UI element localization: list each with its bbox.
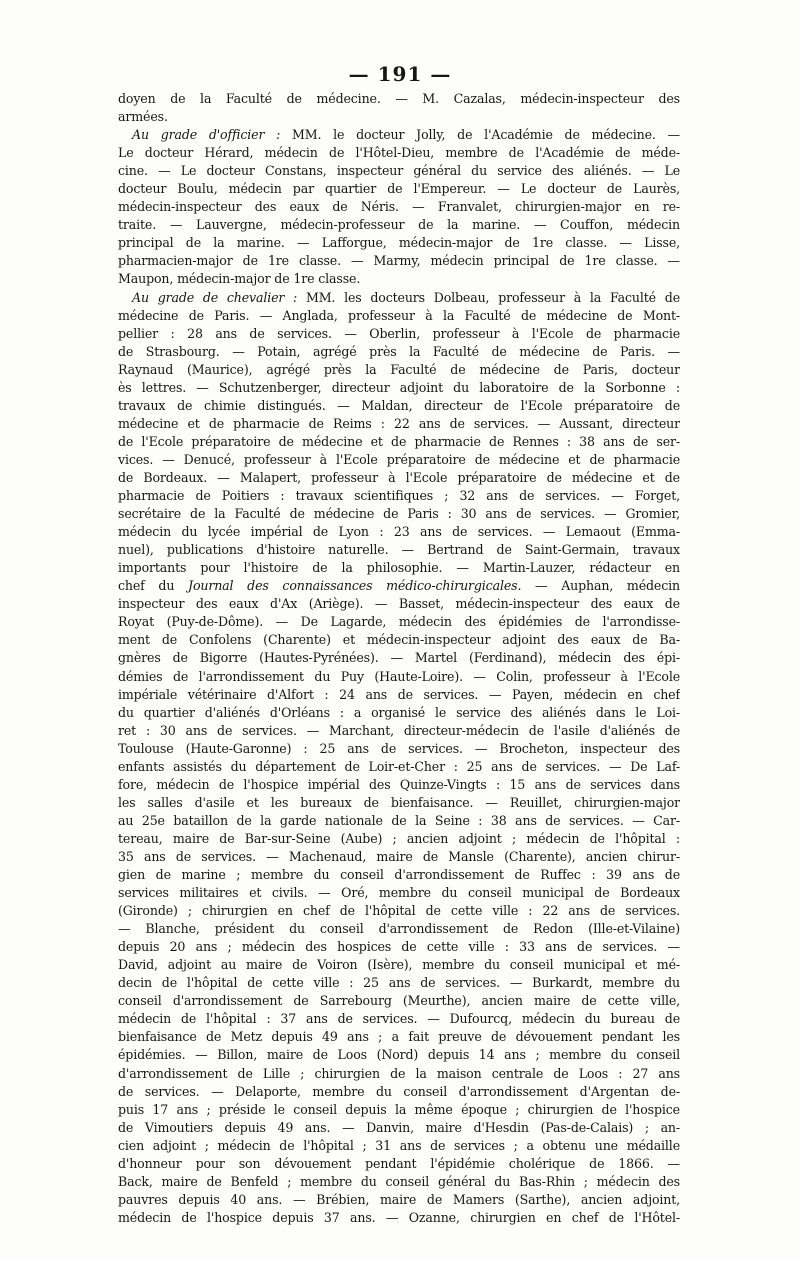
text-line: Raynaud (Maurice), agrégé près la Faculté de médecine de Paris, docteur	[118, 361, 680, 377]
text-line: fore, médecin de l'hospice impérial des Quinze-Vingts : 15 ans de services dans	[118, 776, 680, 792]
text-line: inspecteur des eaux d'Ax (Ariège). — Basset, médecin-inspecteur des eaux de	[118, 596, 680, 612]
text-line: principal de la marine. — Lafforgue, médecin-major de 1re classe. — Lisse,	[118, 235, 680, 251]
text-line	[118, 289, 680, 307]
text-line: les salles d'asile et les bureaux de bienfaisance. — Reuillet, chirurgien-major	[118, 794, 680, 810]
text-line: docteur Boulu, médecin par quartier de l'Empereur. — Le docteur de Laurès,	[118, 181, 680, 197]
text-line: Back, maire de Benfeld ; membre du conseil général du Bas-Rhin ; médecin des	[118, 1173, 680, 1189]
text-line	[118, 126, 680, 144]
text-line: David, adjoint au maire de Voiron (Isère), membre du conseil municipal et mé-	[118, 957, 680, 973]
text-line: épidémies. — Billon, maire de Loos (Nord) depuis 14 ans ; membre du conseil	[118, 1047, 680, 1063]
text-line: traite. — Lauvergne, médecin-professeur de la marine. — Couffon, médecin	[118, 217, 680, 233]
text-line: nuel), publications d'histoire naturelle. — Bertrand de Saint-Germain, travaux	[118, 542, 680, 558]
text-line: enfants assistés du département de Loir-et-Cher : 25 ans de services. — De Laf-	[118, 758, 680, 774]
text-line: bienfaisance de Metz depuis 49 ans ; a fait preuve de dévouement pendant les	[118, 1029, 680, 1045]
text-line: du quartier d'aliénés d'Orléans : a organisé le service des aliénés dans le Loi-	[118, 704, 680, 720]
text-line: armées.	[118, 109, 168, 125]
text-line: au 25e bataillon de la garde nationale de la Seine : 38 ans de services. — Car-	[118, 812, 680, 828]
text-line: tereau, maire de Bar-sur-Seine (Aube) ; ancien adjoint ; médecin de l'hôpital :	[118, 830, 680, 846]
text-line: decin de l'hôpital de cette ville : 25 ans de services. — Burkardt, membre du	[118, 975, 680, 991]
text-line: de Vimoutiers depuis 49 ans. — Danvin, maire d'Hesdin (Pas-de-Calais) ; an-	[118, 1119, 680, 1135]
text-line: de l'Ecole préparatoire de médecine et de pharmacie de Rennes : 38 ans de ser-	[118, 433, 680, 449]
text-line-rest: — Auphan, médecin	[521, 578, 680, 594]
text-line: cien adjoint ; médecin de l'hôpital ; 31 ans de services ; a obtenu une médaille	[118, 1137, 680, 1153]
page-number: — 191 —	[348, 62, 452, 86]
text-line: d'arrondissement de Lille ; chirurgien de la maison centrale de Loos : 27 ans	[118, 1065, 680, 1081]
text-line: médecine de Paris. — Anglada, professeur à la Faculté de médecine de Mont-	[118, 307, 680, 323]
text-line-rest: MM. les docteurs Dolbeau, professeur à la Faculté de	[297, 289, 680, 305]
text-line: cine. — Le docteur Constans, inspecteur général du service des aliénés. — Le	[118, 163, 680, 179]
text-line: Toulouse (Haute-Garonne) : 25 ans de services. — Brocheton, inspecteur des	[118, 740, 680, 756]
italic-phrase: Au grade de chevalier :	[132, 289, 298, 305]
text-line: médecin-inspecteur des eaux de Néris. — Franvalet, chirurgien-major en re-	[118, 199, 680, 215]
text-line: Maupon, médecin-major de 1re classe.	[118, 271, 361, 287]
text-line: gnères de Bigorre (Hautes-Pyrénées). — Martel (Ferdinand), médecin des épi-	[118, 650, 680, 666]
text-line: pharmacie de Poitiers : travaux scientifiques ; 32 ans de services. — Forget,	[118, 488, 680, 504]
text-line: médecin du lycée impérial de Lyon : 23 ans de services. — Lemaout (Emma-	[118, 524, 680, 540]
text-line: Royat (Puy-de-Dôme). — De Lagarde, médecin des épidémies de l'arrondisse-	[118, 614, 680, 630]
italic-phrase: Au grade d'officier :	[132, 127, 281, 143]
text-line: pauvres depuis 40 ans. — Brébien, maire de Mamers (Sarthe), ancien adjoint,	[118, 1191, 680, 1207]
text-line: depuis 20 ans ; médecin des hospices de cette ville : 33 ans de services. —	[118, 939, 680, 955]
text-line: pharmacien-major de 1re classe. — Marmy, médecin principal de 1re classe. —	[118, 253, 680, 269]
text-line: médecin de l'hospice depuis 37 ans. — Ozanne, chirurgien en chef de l'Hôtel-	[118, 1209, 680, 1225]
text-line: ment de Confolens (Charente) et médecin-inspecteur adjoint des eaux de Ba-	[118, 632, 680, 648]
text-line: travaux de chimie distingués. — Maldan, directeur de l'Ecole préparatoire de	[118, 397, 680, 413]
text-line: pellier : 28 ans de services. — Oberlin, professeur à l'Ecole de pharmacie	[118, 325, 680, 341]
text-line: (Gironde) ; chirurgien en chef de l'hôpital de cette ville : 22 ans de services.	[118, 903, 680, 919]
body-text	[118, 90, 680, 1227]
text-line	[118, 577, 680, 595]
text-line: Le docteur Hérard, médecin de l'Hôtel-Dieu, membre de l'Académie de méde-	[118, 145, 680, 161]
text-line: de Bordeaux. — Malapert, professeur à l'Ecole préparatoire de médecine et de	[118, 469, 680, 485]
text-line: puis 17 ans ; préside le conseil depuis la même époque ; chirurgien de l'hospice	[118, 1101, 680, 1117]
text-line: démies de l'arrondissement du Puy (Haute-Loire). — Colin, professeur à l'Ecole	[118, 668, 680, 684]
text-line: secrétaire de la Faculté de médecine de Paris : 30 ans de services. — Gromier,	[118, 506, 680, 522]
text-line: doyen de la Faculté de médecine. — M. Cazalas, médecin-inspecteur des	[118, 91, 680, 106]
text-line: ès lettres. — Schutzenberger, directeur adjoint du laboratoire de la Sorbonne :	[118, 379, 680, 395]
text-line: médecine et de pharmacie de Reims : 22 ans de services. — Aussant, directeur	[118, 415, 680, 431]
text-line: d'honneur pour son dévouement pendant l'épidémie cholérique de 1866. —	[118, 1155, 680, 1171]
text-line: services militaires et civils. — Oré, membre du conseil municipal de Bordeaux	[118, 885, 680, 901]
text-line: importants pour l'histoire de la philosophie. — Martin-Lauzer, rédacteur en	[118, 560, 680, 576]
text-line: de Strasbourg. — Potain, agrégé près la Faculté de médecine de Paris. —	[118, 343, 680, 359]
text-line: gien de marine ; membre du conseil d'arrondissement de Ruffec : 39 ans de	[118, 867, 680, 883]
text-line: impériale vétérinaire d'Alfort : 24 ans de services. — Payen, médecin en chef	[118, 686, 680, 702]
text-line: ret : 30 ans de services. — Marchant, directeur-médecin de l'asile d'aliénés de	[118, 722, 680, 738]
text-line: conseil d'arrondissement de Sarrebourg (Meurthe), ancien maire de cette ville,	[118, 993, 680, 1009]
text-line: vices. — Denucé, professeur à l'Ecole préparatoire de médecine et de pharmacie	[118, 451, 680, 467]
text-line: de services. — Delaporte, membre du conseil d'arrondissement d'Argentan de-	[118, 1083, 680, 1099]
text-line-rest: MM. le docteur Jolly, de l'Académie de médecine. —	[280, 127, 680, 143]
text-line: 35 ans de services. — Machenaud, maire de Mansle (Charente), ancien chirur-	[118, 848, 680, 864]
italic-phrase: Journal des connaissances médico-chirurgicales.	[188, 578, 522, 594]
text-line-prefix: chef du	[118, 578, 189, 594]
text-line: — Blanche, président du conseil d'arrondissement de Redon (Ille-et-Vilaine)	[118, 921, 680, 937]
text-line: médecin de l'hôpital : 37 ans de services. — Dufourcq, médecin du bureau de	[118, 1011, 680, 1027]
